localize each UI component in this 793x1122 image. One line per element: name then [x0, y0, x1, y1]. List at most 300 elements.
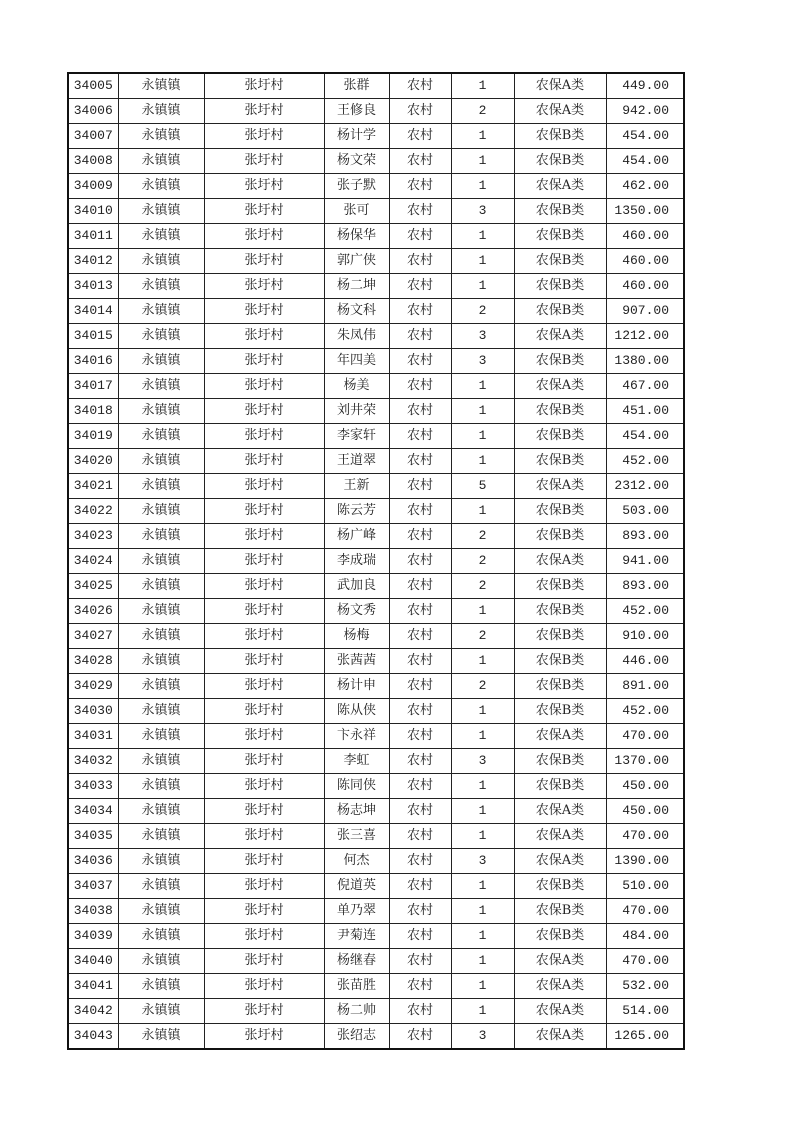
insurance-category-cell: 农保A类 [514, 1024, 606, 1050]
town-cell: 永镇镇 [118, 499, 204, 524]
village-cell: 张圩村 [204, 149, 324, 174]
insurance-category-cell: 农保A类 [514, 374, 606, 399]
town-cell: 永镇镇 [118, 674, 204, 699]
household-count-cell: 1 [451, 699, 514, 724]
town-cell: 永镇镇 [118, 724, 204, 749]
record-id-cell: 34028 [68, 649, 118, 674]
insurance-category-cell: 农保B类 [514, 499, 606, 524]
record-id-cell: 34018 [68, 399, 118, 424]
record-id-cell: 34039 [68, 924, 118, 949]
table-row [68, 774, 684, 799]
name-cell: 李家轩 [324, 424, 389, 449]
household-type-cell: 农村 [389, 649, 451, 674]
record-id-cell: 34031 [68, 724, 118, 749]
household-count-cell: 1 [451, 399, 514, 424]
household-type-cell: 农村 [389, 274, 451, 299]
table-row [68, 274, 684, 299]
record-id-cell: 34019 [68, 424, 118, 449]
household-type-cell: 农村 [389, 73, 451, 99]
town-cell: 永镇镇 [118, 299, 204, 324]
town-cell: 永镇镇 [118, 824, 204, 849]
household-type-cell: 农村 [389, 474, 451, 499]
table-body [68, 73, 684, 1049]
table-row [68, 574, 684, 599]
amount-cell: 1265.00 [606, 1024, 684, 1050]
amount-cell: 1212.00 [606, 324, 684, 349]
name-cell: 杨计学 [324, 124, 389, 149]
name-cell: 何杰 [324, 849, 389, 874]
village-cell: 张圩村 [204, 249, 324, 274]
town-cell: 永镇镇 [118, 449, 204, 474]
name-cell: 李虹 [324, 749, 389, 774]
record-id-cell: 34014 [68, 299, 118, 324]
village-cell: 张圩村 [204, 649, 324, 674]
town-cell: 永镇镇 [118, 849, 204, 874]
table-row [68, 199, 684, 224]
table-row [68, 149, 684, 174]
amount-cell: 1370.00 [606, 749, 684, 774]
name-cell: 王道翠 [324, 449, 389, 474]
household-type-cell: 农村 [389, 874, 451, 899]
name-cell: 杨文秀 [324, 599, 389, 624]
village-cell: 张圩村 [204, 949, 324, 974]
village-cell: 张圩村 [204, 724, 324, 749]
table-row [68, 624, 684, 649]
table-row [68, 73, 684, 99]
record-id-cell: 34011 [68, 224, 118, 249]
household-count-cell: 3 [451, 849, 514, 874]
table-row [68, 224, 684, 249]
town-cell: 永镇镇 [118, 524, 204, 549]
household-type-cell: 农村 [389, 549, 451, 574]
amount-cell: 941.00 [606, 549, 684, 574]
insurance-category-cell: 农保B类 [514, 424, 606, 449]
name-cell: 年四美 [324, 349, 389, 374]
village-cell: 张圩村 [204, 224, 324, 249]
insurance-category-cell: 农保A类 [514, 174, 606, 199]
town-cell: 永镇镇 [118, 649, 204, 674]
record-id-cell: 34023 [68, 524, 118, 549]
insurance-category-cell: 农保B类 [514, 924, 606, 949]
household-count-cell: 1 [451, 374, 514, 399]
town-cell: 永镇镇 [118, 73, 204, 99]
household-count-cell: 2 [451, 524, 514, 549]
town-cell: 永镇镇 [118, 99, 204, 124]
amount-cell: 942.00 [606, 99, 684, 124]
village-cell: 张圩村 [204, 299, 324, 324]
village-cell: 张圩村 [204, 424, 324, 449]
household-count-cell: 1 [451, 499, 514, 524]
household-count-cell: 2 [451, 299, 514, 324]
village-cell: 张圩村 [204, 474, 324, 499]
town-cell: 永镇镇 [118, 874, 204, 899]
amount-cell: 503.00 [606, 499, 684, 524]
table-row [68, 399, 684, 424]
name-cell: 张可 [324, 199, 389, 224]
insurance-category-cell: 农保B类 [514, 199, 606, 224]
record-id-cell: 34043 [68, 1024, 118, 1050]
record-id-cell: 34010 [68, 199, 118, 224]
town-cell: 永镇镇 [118, 149, 204, 174]
insurance-category-cell: 农保B类 [514, 774, 606, 799]
record-id-cell: 34041 [68, 974, 118, 999]
household-count-cell: 1 [451, 599, 514, 624]
insurance-category-cell: 农保A类 [514, 549, 606, 574]
town-cell: 永镇镇 [118, 699, 204, 724]
name-cell: 杨二坤 [324, 274, 389, 299]
record-id-cell: 34007 [68, 124, 118, 149]
amount-cell: 470.00 [606, 824, 684, 849]
household-type-cell: 农村 [389, 724, 451, 749]
village-cell: 张圩村 [204, 374, 324, 399]
table-row [68, 474, 684, 499]
village-cell: 张圩村 [204, 899, 324, 924]
amount-cell: 1380.00 [606, 349, 684, 374]
village-cell: 张圩村 [204, 974, 324, 999]
record-id-cell: 34016 [68, 349, 118, 374]
amount-cell: 460.00 [606, 224, 684, 249]
household-count-cell: 3 [451, 349, 514, 374]
amount-cell: 893.00 [606, 574, 684, 599]
town-cell: 永镇镇 [118, 174, 204, 199]
insurance-category-cell: 农保B类 [514, 274, 606, 299]
village-cell: 张圩村 [204, 99, 324, 124]
amount-cell: 910.00 [606, 624, 684, 649]
amount-cell: 454.00 [606, 124, 684, 149]
household-count-cell: 1 [451, 724, 514, 749]
table-row [68, 1024, 684, 1050]
record-id-cell: 34020 [68, 449, 118, 474]
household-type-cell: 农村 [389, 249, 451, 274]
table-row [68, 724, 684, 749]
village-cell: 张圩村 [204, 524, 324, 549]
amount-cell: 449.00 [606, 73, 684, 99]
household-count-cell: 2 [451, 99, 514, 124]
insurance-category-cell: 农保A类 [514, 324, 606, 349]
household-type-cell: 农村 [389, 399, 451, 424]
amount-cell: 460.00 [606, 274, 684, 299]
table-row [68, 849, 684, 874]
household-type-cell: 农村 [389, 374, 451, 399]
amount-cell: 514.00 [606, 999, 684, 1024]
name-cell: 杨梅 [324, 624, 389, 649]
table-row [68, 999, 684, 1024]
household-count-cell: 1 [451, 949, 514, 974]
name-cell: 武加良 [324, 574, 389, 599]
insurance-category-cell: 农保A类 [514, 824, 606, 849]
town-cell: 永镇镇 [118, 949, 204, 974]
household-type-cell: 农村 [389, 324, 451, 349]
name-cell: 杨保华 [324, 224, 389, 249]
subsidy-table [67, 72, 685, 1050]
insurance-category-cell: 农保B类 [514, 524, 606, 549]
household-count-cell: 1 [451, 274, 514, 299]
household-type-cell: 农村 [389, 524, 451, 549]
household-type-cell: 农村 [389, 124, 451, 149]
village-cell: 张圩村 [204, 199, 324, 224]
household-type-cell: 农村 [389, 699, 451, 724]
household-type-cell: 农村 [389, 849, 451, 874]
name-cell: 张茜茜 [324, 649, 389, 674]
household-count-cell: 1 [451, 874, 514, 899]
record-id-cell: 34017 [68, 374, 118, 399]
town-cell: 永镇镇 [118, 249, 204, 274]
insurance-category-cell: 农保B类 [514, 249, 606, 274]
household-type-cell: 农村 [389, 424, 451, 449]
amount-cell: 1390.00 [606, 849, 684, 874]
name-cell: 张苗胜 [324, 974, 389, 999]
amount-cell: 467.00 [606, 374, 684, 399]
town-cell: 永镇镇 [118, 974, 204, 999]
insurance-category-cell: 农保A类 [514, 99, 606, 124]
amount-cell: 454.00 [606, 424, 684, 449]
household-type-cell: 农村 [389, 574, 451, 599]
town-cell: 永镇镇 [118, 799, 204, 824]
amount-cell: 451.00 [606, 399, 684, 424]
village-cell: 张圩村 [204, 324, 324, 349]
village-cell: 张圩村 [204, 999, 324, 1024]
village-cell: 张圩村 [204, 549, 324, 574]
household-type-cell: 农村 [389, 824, 451, 849]
household-type-cell: 农村 [389, 674, 451, 699]
name-cell: 卞永祥 [324, 724, 389, 749]
village-cell: 张圩村 [204, 174, 324, 199]
insurance-category-cell: 农保A类 [514, 73, 606, 99]
record-id-cell: 34034 [68, 799, 118, 824]
amount-cell: 470.00 [606, 949, 684, 974]
table-row [68, 749, 684, 774]
name-cell: 郭广侠 [324, 249, 389, 274]
amount-cell: 532.00 [606, 974, 684, 999]
insurance-category-cell: 农保A类 [514, 999, 606, 1024]
amount-cell: 450.00 [606, 799, 684, 824]
household-type-cell: 农村 [389, 799, 451, 824]
table-row [68, 649, 684, 674]
table-row [68, 99, 684, 124]
insurance-category-cell: 农保B类 [514, 224, 606, 249]
town-cell: 永镇镇 [118, 1024, 204, 1050]
town-cell: 永镇镇 [118, 749, 204, 774]
town-cell: 永镇镇 [118, 574, 204, 599]
insurance-category-cell: 农保B类 [514, 674, 606, 699]
name-cell: 刘井荣 [324, 399, 389, 424]
name-cell: 杨文科 [324, 299, 389, 324]
household-count-cell: 2 [451, 674, 514, 699]
record-id-cell: 34012 [68, 249, 118, 274]
name-cell: 杨广峰 [324, 524, 389, 549]
village-cell: 张圩村 [204, 449, 324, 474]
town-cell: 永镇镇 [118, 274, 204, 299]
record-id-cell: 34005 [68, 73, 118, 99]
table-row [68, 349, 684, 374]
town-cell: 永镇镇 [118, 424, 204, 449]
record-id-cell: 34009 [68, 174, 118, 199]
table-row [68, 524, 684, 549]
insurance-category-cell: 农保B类 [514, 149, 606, 174]
household-count-cell: 3 [451, 199, 514, 224]
insurance-category-cell: 农保B类 [514, 574, 606, 599]
household-type-cell: 农村 [389, 974, 451, 999]
insurance-category-cell: 农保A类 [514, 474, 606, 499]
household-count-cell: 2 [451, 574, 514, 599]
record-id-cell: 34022 [68, 499, 118, 524]
name-cell: 李成瑞 [324, 549, 389, 574]
household-count-cell: 2 [451, 549, 514, 574]
insurance-category-cell: 农保B类 [514, 699, 606, 724]
table-row [68, 299, 684, 324]
household-count-cell: 1 [451, 999, 514, 1024]
name-cell: 杨美 [324, 374, 389, 399]
household-count-cell: 1 [451, 174, 514, 199]
name-cell: 倪道英 [324, 874, 389, 899]
record-id-cell: 34013 [68, 274, 118, 299]
household-type-cell: 农村 [389, 949, 451, 974]
household-count-cell: 3 [451, 324, 514, 349]
amount-cell: 510.00 [606, 874, 684, 899]
town-cell: 永镇镇 [118, 374, 204, 399]
name-cell: 杨文荣 [324, 149, 389, 174]
household-type-cell: 农村 [389, 924, 451, 949]
name-cell: 杨二帅 [324, 999, 389, 1024]
record-id-cell: 34042 [68, 999, 118, 1024]
name-cell: 杨继春 [324, 949, 389, 974]
table-row [68, 174, 684, 199]
record-id-cell: 34021 [68, 474, 118, 499]
amount-cell: 446.00 [606, 649, 684, 674]
table-row [68, 499, 684, 524]
village-cell: 张圩村 [204, 574, 324, 599]
record-id-cell: 34006 [68, 99, 118, 124]
amount-cell: 470.00 [606, 899, 684, 924]
amount-cell: 452.00 [606, 599, 684, 624]
village-cell: 张圩村 [204, 349, 324, 374]
insurance-category-cell: 农保A类 [514, 849, 606, 874]
record-id-cell: 34035 [68, 824, 118, 849]
village-cell: 张圩村 [204, 1024, 324, 1050]
name-cell: 王新 [324, 474, 389, 499]
amount-cell: 460.00 [606, 249, 684, 274]
household-count-cell: 1 [451, 824, 514, 849]
record-id-cell: 34036 [68, 849, 118, 874]
village-cell: 张圩村 [204, 599, 324, 624]
table-row [68, 424, 684, 449]
name-cell: 张三喜 [324, 824, 389, 849]
insurance-category-cell: 农保A类 [514, 974, 606, 999]
village-cell: 张圩村 [204, 399, 324, 424]
record-id-cell: 34026 [68, 599, 118, 624]
household-type-cell: 农村 [389, 774, 451, 799]
town-cell: 永镇镇 [118, 474, 204, 499]
table-row [68, 974, 684, 999]
insurance-category-cell: 农保B类 [514, 349, 606, 374]
record-id-cell: 34030 [68, 699, 118, 724]
household-count-cell: 1 [451, 774, 514, 799]
village-cell: 张圩村 [204, 499, 324, 524]
table-row [68, 549, 684, 574]
town-cell: 永镇镇 [118, 199, 204, 224]
household-type-cell: 农村 [389, 149, 451, 174]
village-cell: 张圩村 [204, 849, 324, 874]
town-cell: 永镇镇 [118, 349, 204, 374]
household-type-cell: 农村 [389, 199, 451, 224]
household-count-cell: 1 [451, 649, 514, 674]
amount-cell: 1350.00 [606, 199, 684, 224]
amount-cell: 470.00 [606, 724, 684, 749]
household-type-cell: 农村 [389, 349, 451, 374]
amount-cell: 2312.00 [606, 474, 684, 499]
insurance-category-cell: 农保B类 [514, 899, 606, 924]
village-cell: 张圩村 [204, 824, 324, 849]
name-cell: 张子默 [324, 174, 389, 199]
record-id-cell: 34038 [68, 899, 118, 924]
insurance-category-cell: 农保B类 [514, 749, 606, 774]
household-count-cell: 1 [451, 899, 514, 924]
household-count-cell: 1 [451, 124, 514, 149]
town-cell: 永镇镇 [118, 899, 204, 924]
town-cell: 永镇镇 [118, 599, 204, 624]
household-count-cell: 3 [451, 749, 514, 774]
table-row [68, 874, 684, 899]
record-id-cell: 34027 [68, 624, 118, 649]
name-cell: 张绍志 [324, 1024, 389, 1050]
record-id-cell: 34040 [68, 949, 118, 974]
village-cell: 张圩村 [204, 774, 324, 799]
name-cell: 陈云芳 [324, 499, 389, 524]
name-cell: 杨志坤 [324, 799, 389, 824]
household-type-cell: 农村 [389, 749, 451, 774]
village-cell: 张圩村 [204, 624, 324, 649]
table-row [68, 674, 684, 699]
town-cell: 永镇镇 [118, 399, 204, 424]
insurance-category-cell: 农保B类 [514, 124, 606, 149]
name-cell: 尹菊连 [324, 924, 389, 949]
household-type-cell: 农村 [389, 99, 451, 124]
household-count-cell: 3 [451, 1024, 514, 1050]
household-count-cell: 1 [451, 249, 514, 274]
household-count-cell: 1 [451, 424, 514, 449]
insurance-category-cell: 农保B类 [514, 874, 606, 899]
town-cell: 永镇镇 [118, 774, 204, 799]
household-type-cell: 农村 [389, 449, 451, 474]
village-cell: 张圩村 [204, 73, 324, 99]
town-cell: 永镇镇 [118, 324, 204, 349]
table-row [68, 449, 684, 474]
household-type-cell: 农村 [389, 299, 451, 324]
town-cell: 永镇镇 [118, 124, 204, 149]
insurance-category-cell: 农保B类 [514, 624, 606, 649]
record-id-cell: 34024 [68, 549, 118, 574]
household-type-cell: 农村 [389, 599, 451, 624]
village-cell: 张圩村 [204, 274, 324, 299]
table-row [68, 949, 684, 974]
insurance-category-cell: 农保B类 [514, 399, 606, 424]
household-type-cell: 农村 [389, 1024, 451, 1050]
record-id-cell: 34033 [68, 774, 118, 799]
household-count-cell: 1 [451, 449, 514, 474]
record-id-cell: 34025 [68, 574, 118, 599]
household-type-cell: 农村 [389, 174, 451, 199]
insurance-category-cell: 农保A类 [514, 799, 606, 824]
name-cell: 杨计申 [324, 674, 389, 699]
table-row [68, 374, 684, 399]
household-type-cell: 农村 [389, 999, 451, 1024]
town-cell: 永镇镇 [118, 924, 204, 949]
household-count-cell: 1 [451, 224, 514, 249]
household-type-cell: 农村 [389, 499, 451, 524]
name-cell: 陈从侠 [324, 699, 389, 724]
name-cell: 张群 [324, 73, 389, 99]
household-count-cell: 1 [451, 73, 514, 99]
